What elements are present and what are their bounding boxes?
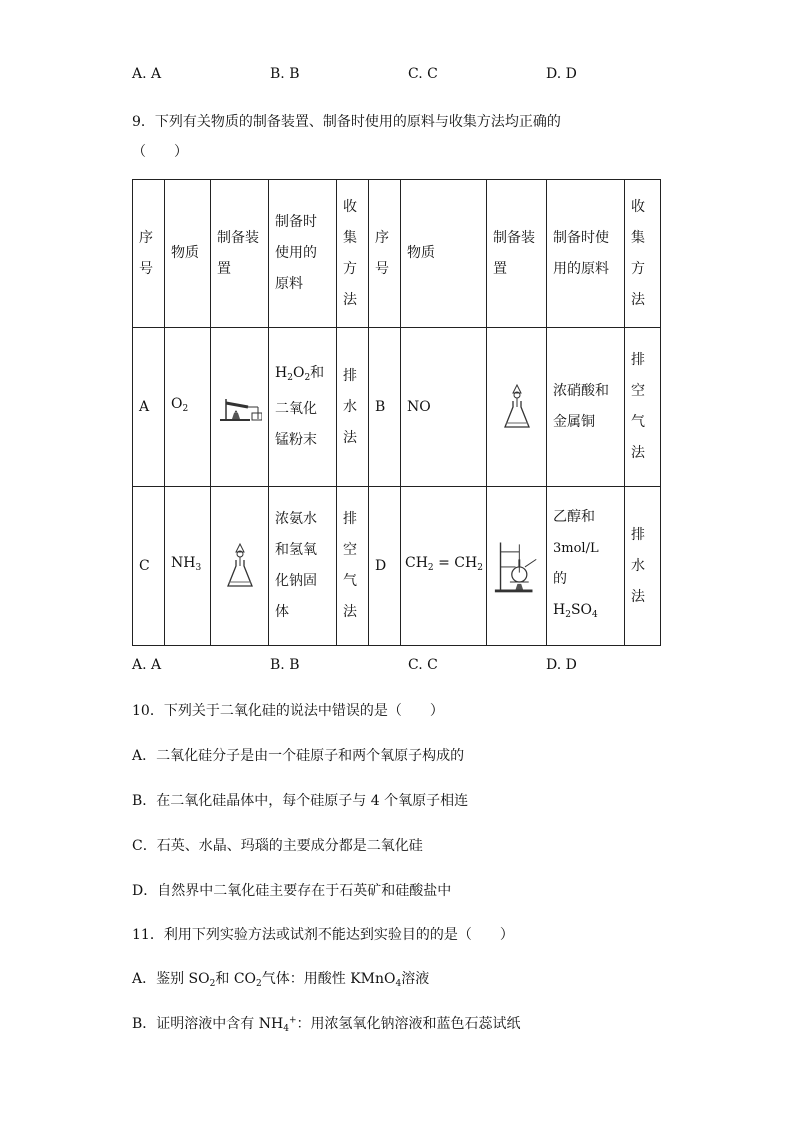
q9-answer-paren: （ ）: [132, 144, 188, 160]
conical-flask-funnel-icon: [502, 383, 532, 431]
q11-option-b[interactable]: B．证明溶液中含有 $NH_4^+$：用浓氢氧化钠溶液和蓝色石蕊试纸: [132, 1015, 521, 1034]
header-substance-2: 物质: [401, 180, 487, 328]
q9-options: [132, 657, 692, 673]
q9-option-b[interactable]: B. B: [270, 657, 300, 673]
table-row-cd: [133, 487, 661, 646]
header-apparatus-2: 制备装置: [487, 180, 547, 328]
q10-option-c[interactable]: C．石英、水晶、玛瑙的主要成分都是二氧化硅: [132, 838, 423, 854]
q9-option-a[interactable]: A. A: [132, 657, 162, 673]
q9-option-d[interactable]: D. D: [546, 657, 577, 673]
row-b-collect: 排空气法: [625, 328, 661, 487]
header-collect-2: 收集方法: [625, 180, 661, 328]
row-d-apparatus: [487, 487, 547, 646]
q8-option-d[interactable]: D. D: [546, 66, 577, 82]
header-collect: 收集方法: [337, 180, 369, 328]
q9-stem: 9．下列有关物质的制备装置、制备时使用的原料与收集方法均正确的: [132, 114, 561, 130]
q8-option-b[interactable]: B. B: [270, 66, 300, 82]
q11-option-a[interactable]: A．鉴别 $SO_2$和 $CO_2$气体：用酸性 KMnO$_4$溶液: [132, 971, 430, 989]
conical-flask-funnel-icon: [225, 542, 255, 590]
row-c-materials: 浓氨水和氢氧化钠固体: [269, 487, 337, 646]
header-seq: 序号: [133, 180, 165, 328]
q9-option-c[interactable]: C. C: [408, 657, 438, 673]
heating-tube-apparatus-icon: [218, 391, 262, 423]
row-a-apparatus: [211, 328, 269, 487]
row-a-id: A: [133, 328, 165, 487]
row-a-substance: $O_2$: [165, 328, 211, 487]
header-substance: 物质: [165, 180, 211, 328]
row-b-materials: 浓硝酸和金属铜: [547, 328, 625, 487]
row-d-materials: 乙醇和 3mol/L 的 $H_2SO_4$: [547, 487, 625, 646]
row-b-substance: NO: [401, 328, 487, 487]
row-c-id: C: [133, 487, 165, 646]
table-row-ab: [133, 328, 661, 487]
row-b-id: B: [369, 328, 401, 487]
row-c-substance: $NH_3$: [165, 487, 211, 646]
row-c-apparatus: [211, 487, 269, 646]
header-materials: 制备时使用的原料: [269, 180, 337, 328]
q10-option-d[interactable]: D．自然界中二氧化硅主要存在于石英矿和硅酸盐中: [132, 883, 452, 899]
q8-options: [132, 66, 692, 82]
row-b-apparatus: [487, 328, 547, 487]
q10-stem: 10．下列关于二氧化硅的说法中错误的是（ ）: [132, 703, 444, 719]
header-seq-2: 序号: [369, 180, 401, 328]
q10-option-a[interactable]: A．二氧化硅分子是由一个硅原子和两个氧原子构成的: [132, 748, 465, 764]
q11-stem: 11．利用下列实验方法或试剂不能达到实验目的的是（ ）: [132, 927, 514, 943]
q8-option-a[interactable]: A. A: [132, 66, 162, 82]
header-materials-2: 制备时使用的原料: [547, 180, 625, 328]
q9-table: [132, 179, 661, 646]
table-header-row: [133, 180, 661, 328]
row-d-substance: $CH_2 = CH_2$: [401, 487, 487, 646]
row-c-collect: 排空气法: [337, 487, 369, 646]
row-a-collect: 排水法: [337, 328, 369, 487]
row-a-materials: $H_2O_2$和二氧化锰粉末: [269, 328, 337, 487]
q10-option-b[interactable]: B．在二氧化硅晶体中，每个硅原子与 4 个氧原子相连: [132, 793, 469, 809]
header-apparatus: 制备装置: [211, 180, 269, 328]
flask-thermometer-stand-icon: [493, 537, 540, 595]
row-d-collect: 排水法: [625, 487, 661, 646]
q8-option-c[interactable]: C. C: [408, 66, 438, 82]
row-d-id: D: [369, 487, 401, 646]
